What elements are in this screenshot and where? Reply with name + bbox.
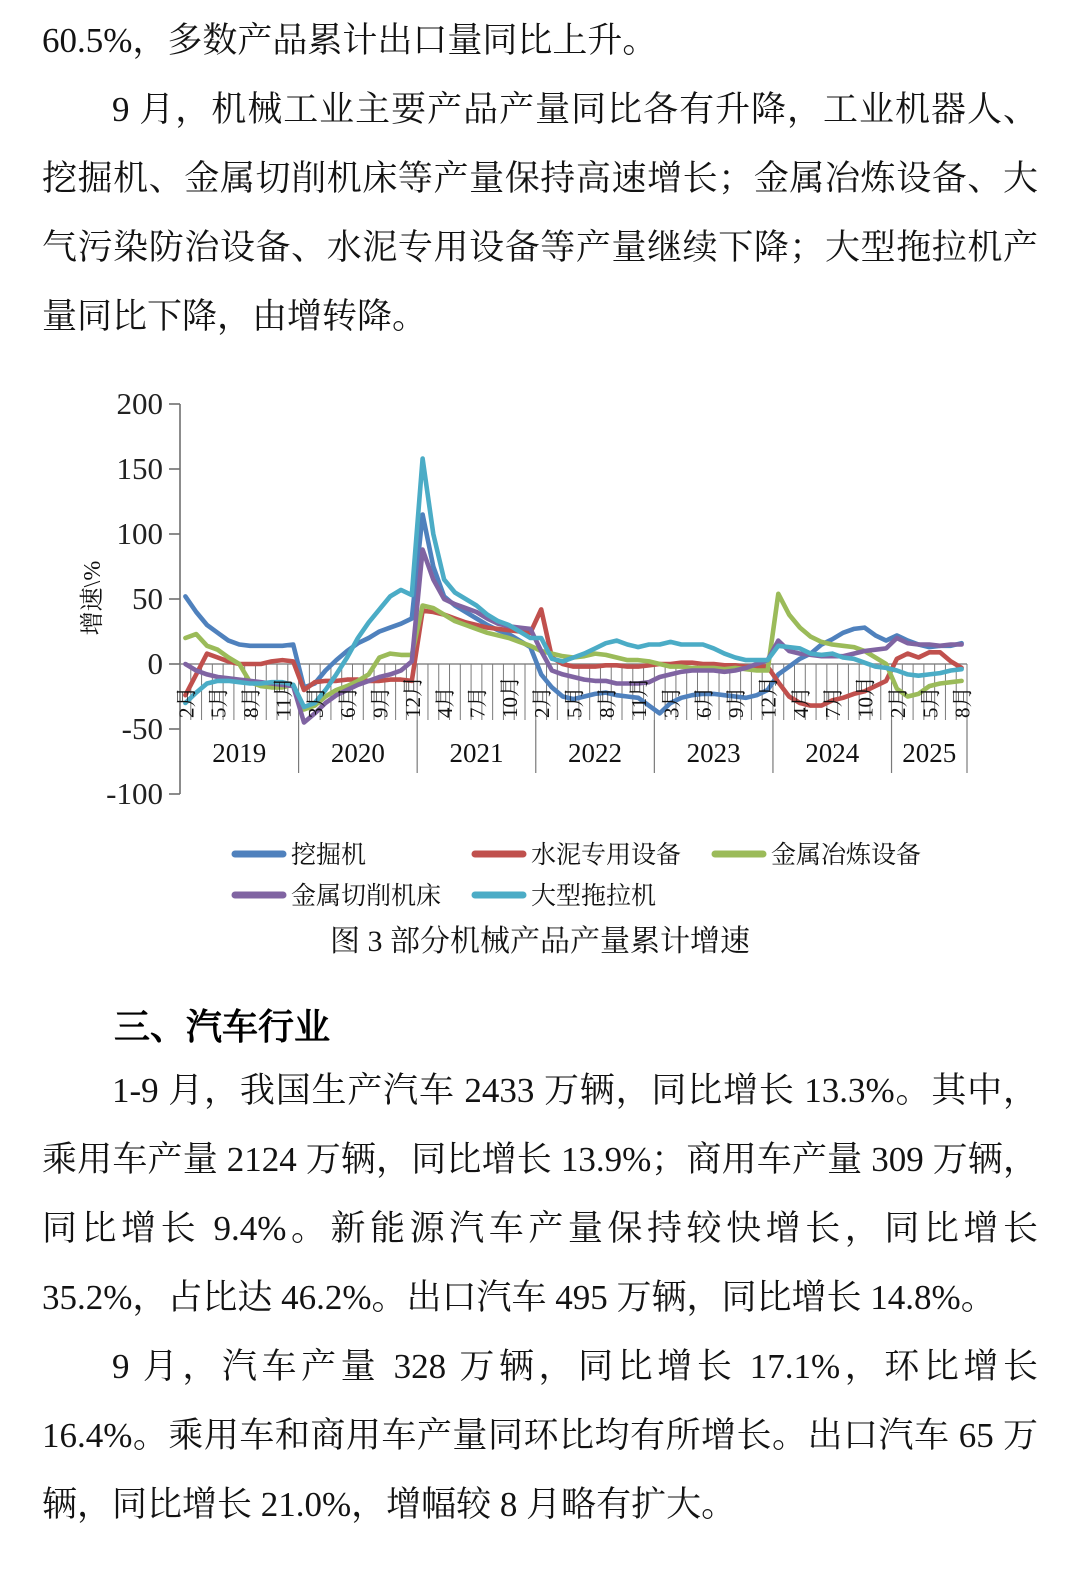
legend-label: 金属切削机床 — [291, 883, 442, 910]
figure-caption: 图 3 部分机械产品产量累计增速 — [330, 925, 750, 958]
legend-label: 金属冶炼设备 — [771, 842, 922, 869]
x-tick-label: 5月 — [562, 686, 587, 718]
x-tick-label: 11月 — [271, 676, 296, 718]
section-heading-auto-industry: 三、汽车行业 — [114, 1007, 331, 1047]
x-tick-label: 12月 — [400, 676, 425, 718]
year-label: 2024 — [805, 738, 860, 768]
y-tick-label: 50 — [132, 581, 163, 616]
x-tick-label: 5月 — [918, 686, 943, 718]
paragraph-jan-sep-auto: 1-9 月，我国生产汽车 2433 万辆，同比增长 13.3%。其中，乘用车产量 2124 万辆，同比增长 13.9%；商用车产量 309 万辆，同比增长 9.4%。新能源汽车产量保持较快增长，同比增长 35.2%，占比达 46.2%。出口汽车 495 万辆，同比增长 14.8%。 — [42, 1071, 1038, 1317]
year-label: 2022 — [568, 738, 623, 768]
y-axis-title: 增速\% — [80, 560, 106, 636]
y-tick-label: 150 — [116, 451, 163, 486]
year-label: 2023 — [686, 738, 741, 768]
figure-3 — [0, 363, 1080, 964]
x-tick-label: 7月 — [821, 686, 846, 718]
paragraph-export-growth: 60.5%，多数产品累计出口量同比上升。 — [42, 21, 658, 60]
year-label: 2025 — [902, 738, 957, 768]
y-tick-label: 100 — [116, 516, 163, 551]
year-label: 2020 — [330, 738, 385, 768]
line-chart — [0, 363, 1080, 911]
x-tick-label: 4月 — [433, 686, 458, 718]
paragraph-september-machinery-output: 9 月，机械工业主要产品产量同比各有升降，工业机器人、挖掘机、金属切削机床等产量保持高速增长；金属冶炼设备、大气污染防治设备、水泥专用设备等产量继续下降；大型拖拉机产量同比下降，由增转降。 — [42, 90, 1038, 336]
x-tick-label: 7月 — [465, 686, 490, 718]
x-tick-label: 3月 — [659, 686, 684, 718]
legend-label: 挖掘机 — [291, 842, 367, 869]
x-tick-label: 9月 — [724, 686, 749, 718]
x-tick-label: 2月 — [885, 686, 910, 718]
x-tick-label: 5月 — [206, 686, 231, 718]
year-label: 2021 — [449, 738, 504, 768]
legend-label: 水泥专用设备 — [531, 842, 682, 869]
x-tick-label: 2月 — [174, 686, 199, 718]
y-tick-label: 200 — [116, 386, 163, 421]
x-tick-label: 12月 — [756, 676, 781, 718]
y-tick-label: 0 — [147, 646, 163, 681]
y-tick-label: -100 — [106, 776, 163, 811]
x-tick-label: 11月 — [627, 676, 652, 718]
x-tick-label: 9月 — [368, 686, 393, 718]
x-tick-label: 3月 — [303, 686, 328, 718]
x-tick-label: 6月 — [691, 686, 716, 718]
x-tick-label: 8月 — [239, 686, 264, 718]
x-tick-label: 4月 — [788, 686, 813, 718]
legend-label: 大型拖拉机 — [531, 883, 657, 910]
paragraph-september-auto: 9 月，汽车产量 328 万辆，同比增长 17.1%，环比增长 16.4%。乘用车和商用车产量同环比均有所增长。出口汽车 65 万辆，同比增长 21.0%，增幅较 8 月略有扩大。 — [42, 1347, 1038, 1524]
y-tick-label: -50 — [121, 711, 163, 746]
year-label: 2019 — [212, 738, 267, 768]
x-tick-label: 8月 — [594, 686, 619, 718]
x-tick-label: 6月 — [336, 686, 361, 718]
x-tick-label: 10月 — [497, 676, 522, 718]
x-tick-label: 10月 — [853, 676, 878, 718]
x-tick-label: 8月 — [950, 686, 975, 718]
x-tick-label: 2月 — [530, 686, 555, 718]
